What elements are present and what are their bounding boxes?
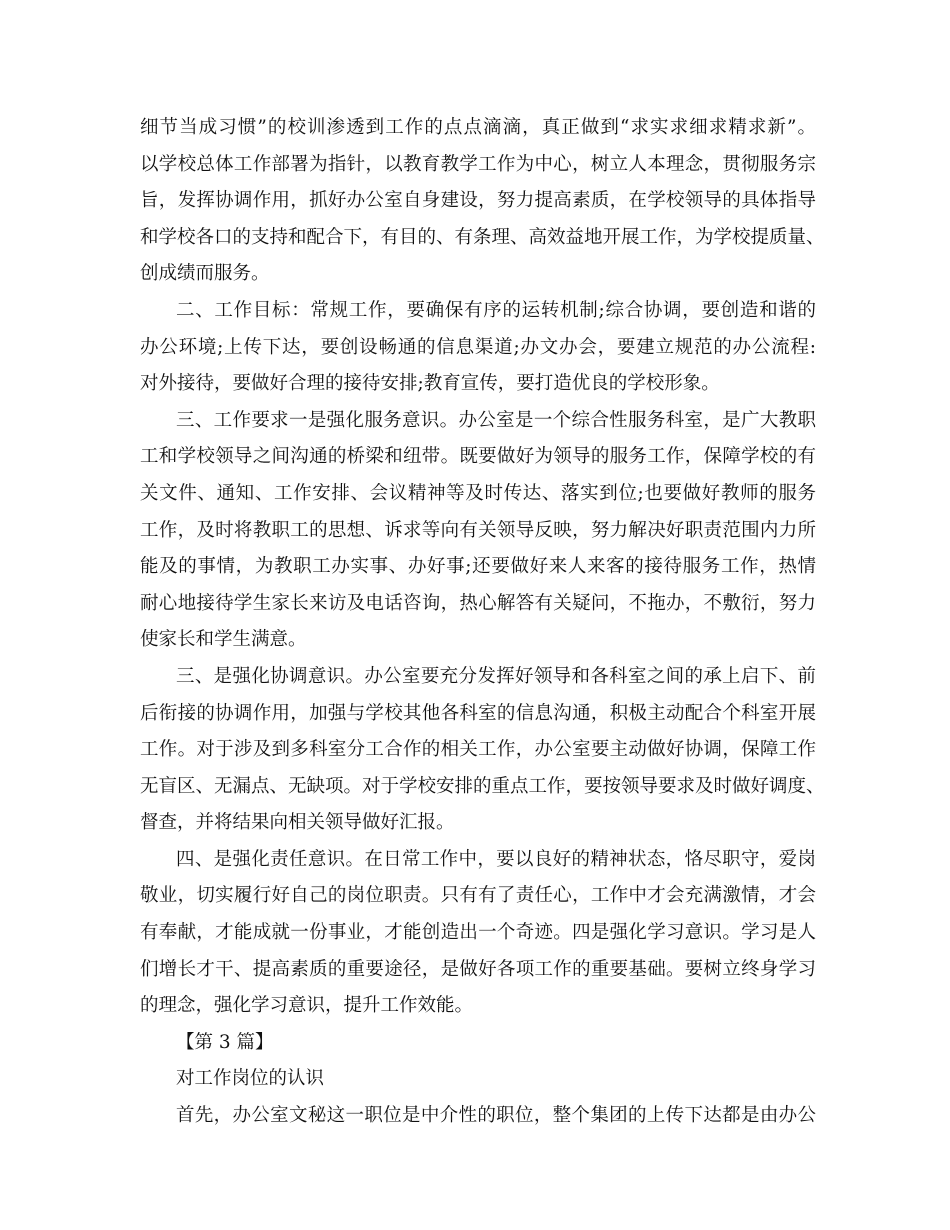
text-line: 四、是强化责任意识。在日常工作中，要以良好的精神状态，恪尽职守，爱岗 (176, 848, 816, 870)
text-line: 办公环境;上传下达，要创设畅通的信息渠道;办文办会，要建立规范的办公流程: (140, 336, 816, 358)
text-line: 工作，及时将教职工的思想、诉求等向有关领导反映，努力解决好职责范围内力所 (140, 519, 816, 541)
text-line: 工和学校领导之间沟通的桥梁和纽带。既要做好为领导的服务工作，保障学校的有 (140, 446, 816, 468)
text-line: 对外接待，要做好合理的接待安排;教育宣传，要打造优良的学校形象。 (140, 373, 720, 395)
text-line: 敬业，切实履行好自己的岗位职责。只有有了责任心，工作中才会充满激情，才会 (140, 885, 816, 907)
text-line: 二、工作目标：常规工作，要确保有序的运转机制;综合协调，要创造和谐的 (176, 299, 816, 321)
text-line: 旨，发挥协调作用，抓好办公室自身建设，努力提高素质，在学校领导的具体指导 (140, 190, 816, 212)
subheading: 对工作岗位的认识 (176, 1068, 325, 1090)
text-line: 耐心地接待学生家长来访及电话咨询，热心解答有关疑问，不拖办，不敷衍，努力 (140, 592, 816, 614)
document-page (140, 110, 825, 1135)
text-line: 三、工作要求一是强化服务意识。办公室是一个综合性服务科室，是广大教职 (176, 409, 816, 431)
text-line: 有奉献，才能成就一份事业，才能创造出一个奇迹。四是强化学习意识。学习是人 (140, 922, 816, 944)
text-line: 工作。对于涉及到多科室分工合作的相关工作，办公室要主动做好协调，保障工作 (140, 739, 816, 761)
text-line: 创成绩而服务。 (140, 263, 270, 285)
text-line: 首先，办公室文秘这一职位是中介性的职位，整个集团的上传下达都是由办公 (176, 1105, 816, 1127)
text-line: 和学校各口的支持和配合下，有目的、有条理、高效益地开展工作，为学校提质量、 (140, 226, 825, 248)
text-line: 能及的事情，为教职工办实事、办好事;还要做好来人来客的接待服务工作，热情 (140, 556, 816, 578)
text-line: 三、是强化协调意识。办公室要充分发挥好领导和各科室之间的承上启下、前 (176, 665, 816, 687)
section-heading: 【第 3 篇】 (176, 1031, 274, 1053)
text-line: 关文件、通知、工作安排、会议精神等及时传达、落实到位;也要做好教师的服务 (140, 482, 816, 504)
text-line: 使家长和学生满意。 (140, 629, 307, 651)
text-line: 后衔接的协调作用，加强与学校其他各科室的信息沟通，积极主动配合个科室开展 (140, 702, 816, 724)
text-line: 督查，并将结果向相关领导做好汇报。 (140, 812, 455, 834)
text-line: 们增长才干、提高素质的重要途径，是做好各项工作的重要基础。要树立终身学习 (140, 958, 816, 980)
text-line: 以学校总体工作部署为指针，以教育教学工作为中心，树立人本理念，贯彻服务宗 (140, 153, 816, 175)
text-line: 无盲区、无漏点、无缺项。对于学校安排的重点工作，要按领导要求及时做好调度、 (140, 775, 825, 797)
text-line: 的理念，强化学习意识，提升工作效能。 (140, 995, 474, 1017)
text-line: 细节当成习惯”的校训渗透到工作的点点滴滴，真正做到“求实求细求精求新”。 (140, 117, 816, 138)
